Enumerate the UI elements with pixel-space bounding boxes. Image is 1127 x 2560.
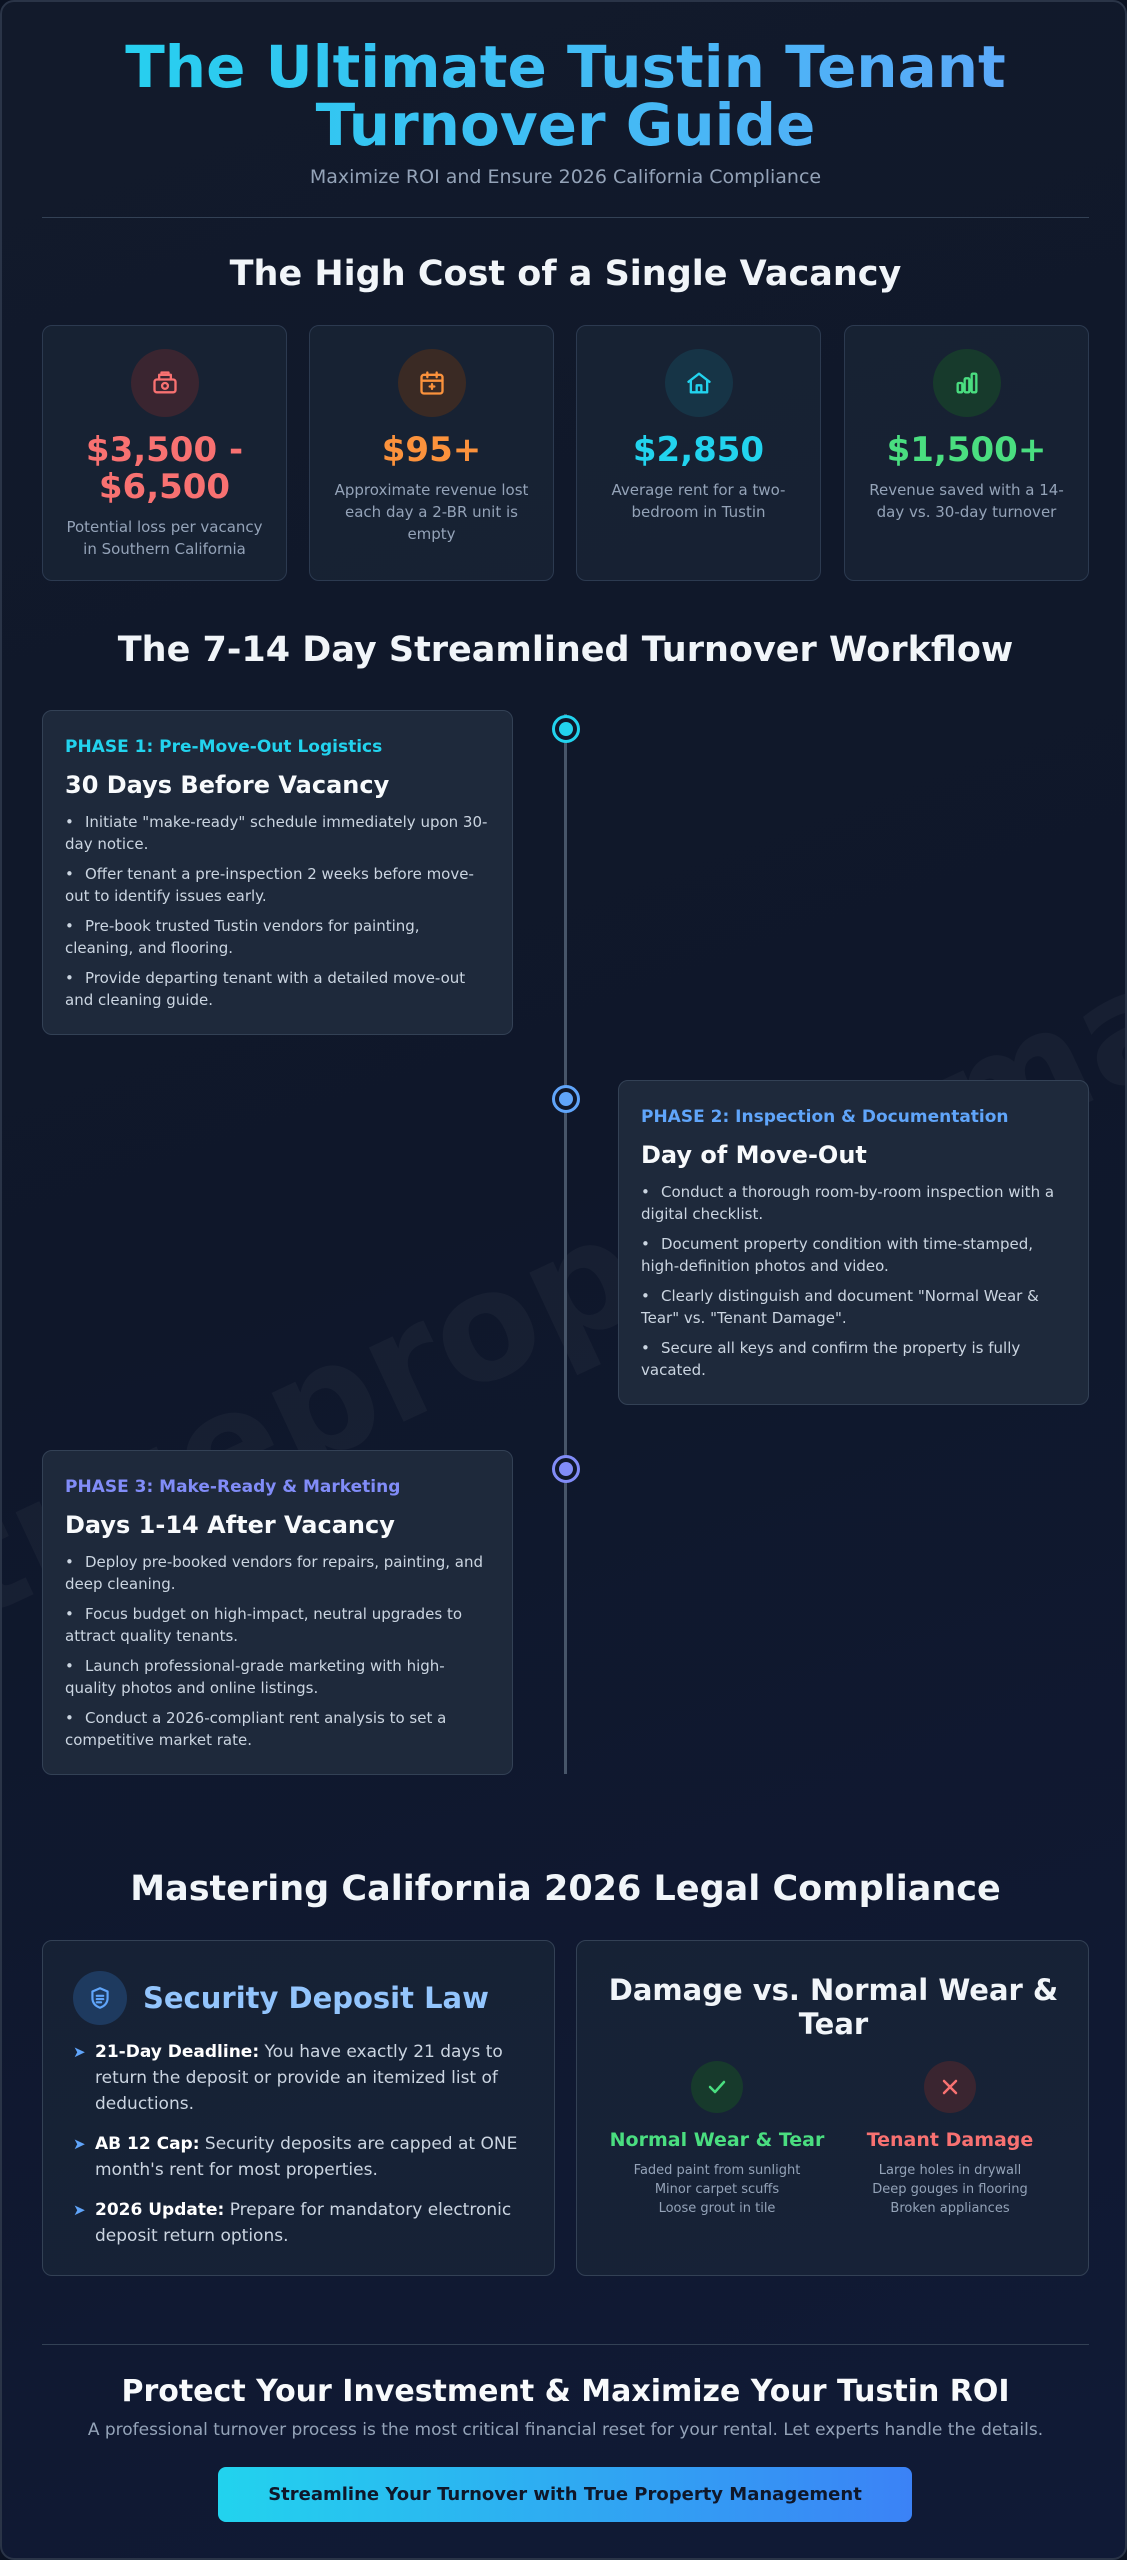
shield-document-icon [73,1971,127,2025]
workflow-section-title: The 7-14 Day Streamlined Turnover Workflow [117,630,1014,670]
stat-value: $95+ [381,430,482,470]
phase-card-1 [42,710,513,1035]
list-item: • Pre-book trusted Tustin vendors for painting, cleaning, and flooring. [65,917,420,957]
legal-section-title: Mastering California 2026 Legal Compliance [130,1869,1001,1909]
stat-description: Approximate revenue lost each day a 2-BR unit is empty [334,481,529,543]
deposit-card-title: Security Deposit Law [143,1981,489,2015]
phase-card-3 [42,1450,513,1775]
phase-heading: Days 1-14 After Vacancy [65,1511,395,1539]
list-item: • Clearly distinguish and document "Normal Wear & Tear" vs. "Tenant Damage". [641,1287,1039,1327]
stat-description: Revenue saved with a 14-day vs. 30-day turnover [869,481,1064,521]
list-item: ➤ 2026 Update: Prepare for mandatory electronic deposit return options. [73,2197,533,2249]
list-item: ➤ AB 12 Cap: Security deposits are capped at ONE month's rent for most properties. [73,2131,533,2183]
tenant-damage-column [830,2061,1070,2218]
arrow-icon: ➤ [73,2043,86,2061]
list-item: • Initiate "make-ready" schedule immediately upon 30-day notice. [65,813,488,853]
cta-button[interactable]: Streamline Your Turnover with True Property Management [218,2467,912,2522]
list-item: • Document property condition with time-stamped, high-definition photos and video. [641,1235,1034,1275]
stat-value: $3,500 - $6,500 [85,430,244,507]
stat-card-daily-loss [309,325,554,581]
stat-description: Potential loss per vacancy in Southern California [66,518,263,558]
timeline-dot-phase-1 [552,715,580,743]
tenant-damage-examples: Large holes in drywall Deep gouges in flooring Broken appliances [872,2163,1028,2216]
list-item: • Launch professional-grade marketing with high-quality photos and online listings. [65,1657,445,1697]
stat-value: $1,500+ [886,430,1047,470]
phase-card-2 [618,1080,1089,1405]
cta-title: Protect Your Investment & Maximize Your Tustin ROI [121,2374,1010,2409]
header-divider [42,217,1089,218]
page-title: The Ultimate Tustin Tenant Turnover Guide [42,38,1089,154]
stat-description: Average rent for a two-bedroom in Tustin [611,481,786,521]
phase-heading: 30 Days Before Vacancy [65,771,390,799]
arrow-icon: ➤ [73,2135,86,2153]
phase-label: PHASE 1: Pre-Move-Out Logistics [65,737,383,757]
x-mark-icon [924,2061,976,2113]
list-item: • Focus budget on high-impact, neutral upgrades to attract quality tenants. [65,1605,462,1645]
timeline-line [564,714,567,1774]
cta-text: A professional turnover process is the most critical financial reset for your rental. Let experts handle the details. [87,2420,1044,2440]
bar-chart-icon [933,349,1001,417]
normal-wear-title: Normal Wear & Tear [609,2129,825,2151]
stat-card-vacancy-loss [42,325,287,581]
check-icon [691,2061,743,2113]
list-item: • Conduct a thorough room-by-room inspection with a digital checklist. [641,1183,1055,1223]
timeline-dot-phase-3 [552,1455,580,1483]
damage-card-title: Damage vs. Normal Wear & Tear [608,1973,1059,2041]
normal-wear-column [597,2061,837,2218]
list-item: • Secure all keys and confirm the property is fully vacated. [641,1339,1021,1379]
phase-list [65,1551,490,1751]
phase-label: PHASE 2: Inspection & Documentation [641,1107,1009,1127]
phase-label: PHASE 3: Make-Ready & Marketing [65,1477,401,1497]
vacancy-section-title: The High Cost of a Single Vacancy [229,254,902,294]
home-icon [665,349,733,417]
header [42,33,1089,188]
calendar-icon [398,349,466,417]
timeline-dot-phase-2 [552,1085,580,1113]
arrow-icon: ➤ [73,2201,86,2219]
deposit-card-header [73,1971,489,2025]
list-item: • Provide departing tenant with a detailed move-out and cleaning guide. [65,969,466,1009]
stat-value: $2,850 [632,430,765,470]
tenant-damage-title: Tenant Damage [866,2129,1034,2151]
list-item: • Offer tenant a pre-inspection 2 weeks before move-out to identify issues early. [65,865,474,905]
list-item: • Conduct a 2026-compliant rent analysis to set a competitive market rate. [65,1709,447,1749]
deposit-rules-list [73,2039,533,2263]
money-icon [131,349,199,417]
phase-list [641,1181,1066,1381]
damage-vs-wear-card [576,1940,1089,2276]
list-item: • Deploy pre-booked vendors for repairs, painting, and deep cleaning. [65,1553,483,1593]
list-item: ➤ 21-Day Deadline: You have exactly 21 days to return the deposit or provide an itemized list of deductions. [73,2039,533,2117]
stat-card-average-rent [576,325,821,581]
cta-divider [42,2344,1089,2345]
page-subtitle: Maximize ROI and Ensure 2026 California Compliance [309,166,822,188]
security-deposit-card [42,1940,555,2276]
phase-heading: Day of Move-Out [641,1141,867,1169]
phase-list [65,811,490,1011]
stat-card-revenue-saved [844,325,1089,581]
normal-wear-examples: Faded paint from sunlight Minor carpet scuffs Loose grout in tile [633,2163,801,2216]
